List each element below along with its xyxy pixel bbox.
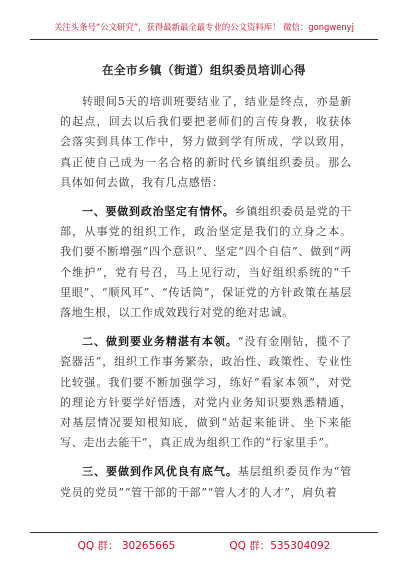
- document-body: [60, 92, 352, 512]
- section-paragraph-3: [60, 462, 352, 502]
- section-text: 基层组织委员作为“管党员的党员”“管干部的干部”“管人才的人才”，肩负着: [60, 465, 352, 499]
- page-footer: [30, 532, 378, 558]
- section-heading: 一、要做到政治坚定有情怀。: [82, 205, 235, 219]
- section-heading: 二、做到要业务精湛有本领。: [82, 335, 238, 349]
- footer-qq-group-2: QQ 群：535304092: [229, 540, 331, 552]
- intro-paragraph: 转眼间5天的培训班要结业了，结业是终点，亦是新的起点，回去以后我们要把老师们的言传身教，收获体会落实到具体工作中，努力做到学有所成，学以致用，真正使自己成为一名合格的新时代乡镇组织委员。那么具体如何去做，我有几点感悟：: [60, 95, 352, 189]
- page-header: [30, 14, 378, 40]
- document-title: 在全市乡镇（街道）组织委员培训心得: [102, 63, 306, 77]
- header-banner: 关注头条号“公文研究”，获得最新最全最专业的公文资料库！ 微信：gongwenyj: [54, 22, 354, 32]
- section-paragraph-2: [60, 332, 352, 453]
- footer-qq-group-1: QQ 群： 30265665: [77, 540, 176, 552]
- section-paragraph-1: [60, 202, 352, 323]
- section-heading: 三、要做到作风优良有底气。: [82, 465, 238, 479]
- section-text: 乡镇组织委员是党的干部，从事党的组织工作，政治坚定是我们的立身之本。我们要不断增强“四个意识”、坚定“四个自信”、做到“两个维护”，党有号召，马上见行动，当好组织系统的“千里眼”、“顺风耳”、“传话筒”，保证党的方针政策在基层落地生根，以工作成效践行对党的绝对忠诚。: [60, 205, 353, 320]
- section-text: “没有金刚钻，揽不了瓷器活”，组织工作事务繁杂，政治性、政策性、专业性比较强。我们要不断加强学习，练好“看家本领”，对党的理论方针要学好悟透，对党内业务知识要熟悉精通，对基层情况要知根知底，做到“站起来能讲、坐下来能写、走出去能干”，真正成为组织工作的“行家里手”。: [60, 335, 352, 450]
